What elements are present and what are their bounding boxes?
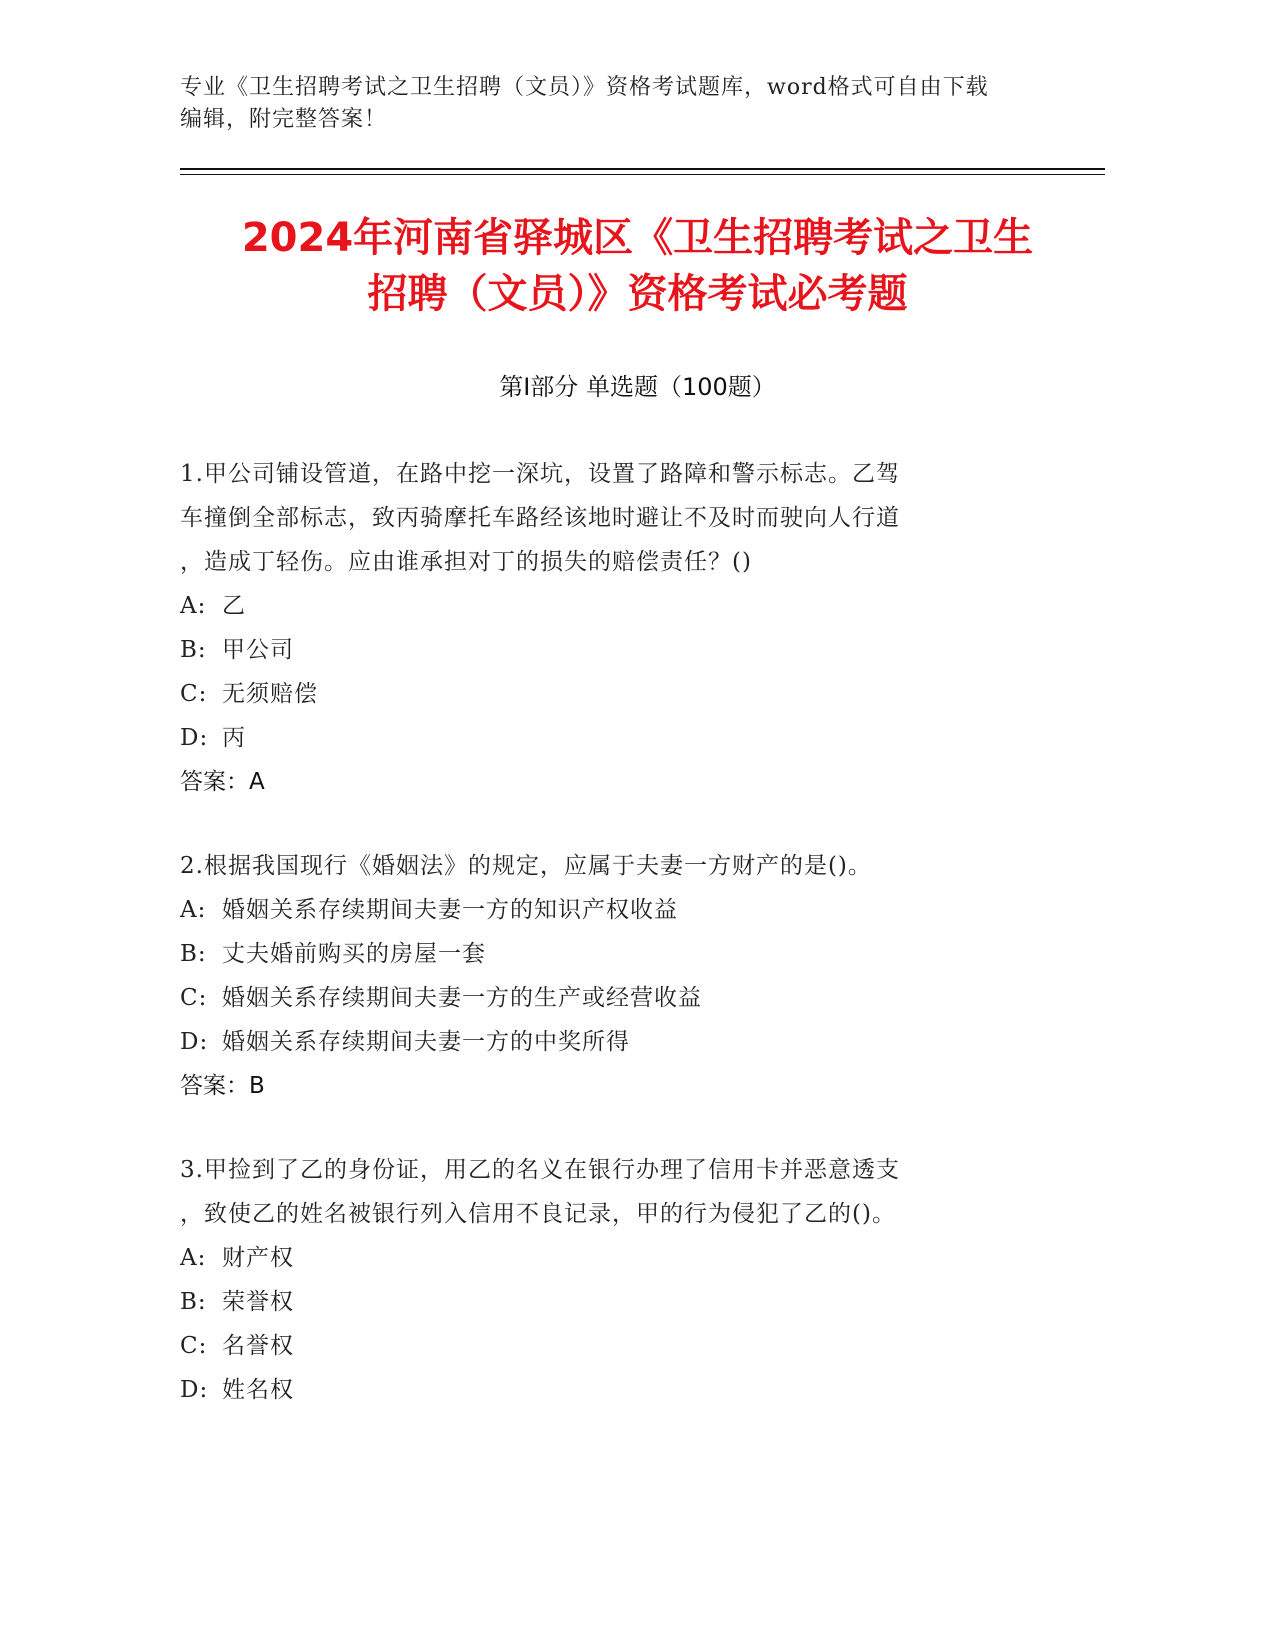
document-title-line: 2024年河南省驿城区《卫生招聘考试之卫生 [241,215,1034,261]
option-text: 荣誉权 [222,1289,294,1315]
option-b [180,1280,1060,1324]
option-text: 乙 [222,593,246,619]
header-divider-thick [180,168,1105,170]
option-b [180,932,1060,976]
header-note [180,72,1060,136]
option-key: C: [180,1333,208,1359]
question-stem [180,1148,1060,1236]
question-stem-line: ，造成丁轻伤。应由谁承担对丁的损失的赔偿责任？() [180,549,752,575]
question-stem [180,844,1060,888]
option-d [180,1020,1060,1064]
document-title-line: 招聘（文员）》资格考试必考题 [367,271,908,317]
option-key: A: [180,1245,207,1271]
question-3 [180,1148,1060,1412]
option-key: C: [180,985,208,1011]
option-text: 婚姻关系存续期间夫妻一方的中奖所得 [222,1029,630,1055]
option-d [180,716,1060,760]
option-key: A: [180,593,207,619]
section-heading: 第Ⅰ部分 单选题（100题） [499,373,776,401]
question-stem [180,452,1060,584]
option-a [180,584,1060,628]
option-a [180,1236,1060,1280]
option-key: A: [180,897,207,923]
option-key: D: [180,1029,209,1055]
option-key: D: [180,1377,209,1403]
question-stem-line: 3.甲捡到了乙的身份证，用乙的名义在银行办理了信用卡并恶意透支 [180,1157,900,1183]
header-note-line: 专业《卫生招聘考试之卫生招聘（文员）》资格考试题库，word格式可自由下载 [180,75,989,100]
option-text: 名誉权 [222,1333,294,1359]
option-b [180,628,1060,672]
option-key: D: [180,725,209,751]
option-a [180,888,1060,932]
option-key: B: [180,941,207,967]
option-text: 无须赔偿 [222,681,318,707]
option-c [180,976,1060,1020]
option-text: 丙 [222,725,246,751]
option-c [180,672,1060,716]
option-d [180,1368,1060,1412]
option-text: 婚姻关系存续期间夫妻一方的知识产权收益 [222,897,678,923]
question-1 [180,452,1060,804]
option-text: 甲公司 [222,637,294,663]
answer-line: 答案：B [180,1073,265,1099]
option-text: 丈夫婚前购买的房屋一套 [222,941,486,967]
option-key: B: [180,637,207,663]
question-stem-line: 1.甲公司铺设管道，在路中挖一深坑，设置了路障和警示标志。乙驾 [180,461,900,487]
question-stem-line: 车撞倒全部标志，致丙骑摩托车路经该地时避让不及时而驶向人行道 [180,505,900,531]
option-text: 财产权 [222,1245,294,1271]
option-c [180,1324,1060,1368]
option-text: 婚姻关系存续期间夫妻一方的生产或经营收益 [222,985,702,1011]
option-text: 姓名权 [222,1377,294,1403]
question-stem-line: ，致使乙的姓名被银行列入信用不良记录，甲的行为侵犯了乙的()。 [180,1201,896,1227]
header-divider-thin [180,174,1105,175]
question-stem-line: 2.根据我国现行《婚姻法》的规定，应属于夫妻一方财产的是()。 [180,853,872,879]
document-title [140,210,1135,322]
option-key: C: [180,681,208,707]
answer-line: 答案：A [180,769,265,795]
question-2 [180,844,1060,1108]
option-key: B: [180,1289,207,1315]
header-note-line: 编辑，附完整答案！ [180,107,388,132]
